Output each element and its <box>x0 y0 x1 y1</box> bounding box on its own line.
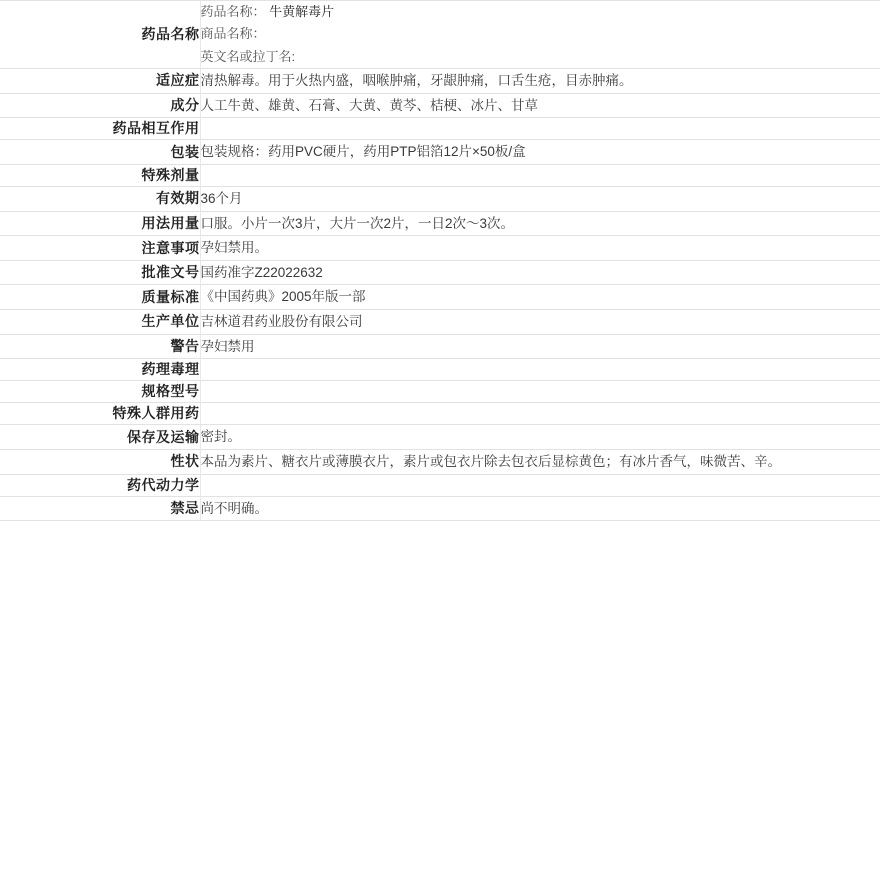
row-label: 批准文号 <box>0 260 200 285</box>
row-value-text: 国药准字Z22022632 <box>200 264 323 280</box>
row-value-line-key: 英文名或拉丁名: <box>200 48 296 64</box>
row-value-line <box>201 23 880 45</box>
table-row <box>0 140 880 165</box>
table-row <box>0 359 880 381</box>
row-value-text: 密封。 <box>200 429 241 445</box>
row-value <box>200 310 880 335</box>
row-value-line-value: 牛黄解毒片 <box>269 4 335 19</box>
row-value <box>200 93 880 118</box>
row-value <box>200 449 880 474</box>
row-value <box>200 334 880 359</box>
row-value-text: 包装规格：药用PVC硬片，药用PTP铝箔12片×50板/盒 <box>200 144 526 160</box>
row-label: 禁忌 <box>0 496 200 521</box>
row-label: 药品相互作用 <box>0 118 200 140</box>
row-value-text: 口服。小片一次3片，大片一次2片，一日2次～3次。 <box>200 215 515 231</box>
row-label: 药理毒理 <box>0 359 200 381</box>
row-value <box>200 1 880 69</box>
row-label: 质量标准 <box>0 285 200 310</box>
table-row <box>0 425 880 450</box>
row-value-text: 清热解毒。用于火热内盛，咽喉肿痛，牙龈肿痛，口舌生疮，目赤肿痛。 <box>200 73 633 89</box>
row-value-line <box>201 46 880 68</box>
row-value-text: 36个月 <box>200 190 243 206</box>
row-value <box>200 236 880 261</box>
row-value <box>200 381 880 403</box>
row-value-line-key: 药品名称： <box>200 4 266 19</box>
row-label: 性状 <box>0 449 200 474</box>
row-value-text <box>201 119 880 138</box>
row-value-text <box>201 404 880 423</box>
row-value-text: 人工牛黄、雄黄、石膏、大黄、黄芩、桔梗、冰片、甘草 <box>200 97 538 113</box>
row-value-text: 孕妇禁用 <box>200 338 255 354</box>
row-label: 有效期 <box>0 186 200 211</box>
table-row <box>0 310 880 335</box>
drug-info-table-body <box>0 1 880 521</box>
table-row <box>0 211 880 236</box>
row-value-text: 本品为素片、糖衣片或薄膜衣片，素片或包衣片除去包衣后显棕黄色；有冰片香气，味微苦、辛。 <box>200 453 781 469</box>
row-value-text <box>201 476 880 495</box>
table-row <box>0 496 880 521</box>
table-row <box>0 164 880 186</box>
row-label: 用法用量 <box>0 211 200 236</box>
row-value <box>200 211 880 236</box>
table-row <box>0 1 880 69</box>
row-value <box>200 403 880 425</box>
row-value <box>200 118 880 140</box>
row-value-text <box>201 166 880 185</box>
row-value <box>200 285 880 310</box>
row-value-text: 《中国药典》2005年版一部 <box>200 289 366 305</box>
table-row <box>0 236 880 261</box>
table-row <box>0 403 880 425</box>
table-row <box>0 285 880 310</box>
table-row <box>0 260 880 285</box>
row-label: 药品名称 <box>0 1 200 69</box>
table-row <box>0 334 880 359</box>
row-value-line <box>201 1 880 23</box>
table-row <box>0 381 880 403</box>
row-label: 注意事项 <box>0 236 200 261</box>
row-label: 适应症 <box>0 69 200 94</box>
row-label: 生产单位 <box>0 310 200 335</box>
row-label: 规格型号 <box>0 381 200 403</box>
row-value <box>200 164 880 186</box>
row-value-text <box>201 382 880 401</box>
row-label: 成分 <box>0 93 200 118</box>
row-label: 特殊剂量 <box>0 164 200 186</box>
table-row <box>0 186 880 211</box>
table-row <box>0 474 880 496</box>
row-label: 警告 <box>0 334 200 359</box>
row-label: 包装 <box>0 140 200 165</box>
row-value <box>200 474 880 496</box>
row-value <box>200 260 880 285</box>
row-value-text <box>201 360 880 379</box>
row-value-text: 吉林道君药业股份有限公司 <box>200 314 363 330</box>
table-row <box>0 69 880 94</box>
row-label: 保存及运输 <box>0 425 200 450</box>
row-label: 药代动力学 <box>0 474 200 496</box>
table-row <box>0 93 880 118</box>
row-value <box>200 186 880 211</box>
row-value-text: 尚不明确。 <box>200 500 268 516</box>
table-row <box>0 118 880 140</box>
row-value <box>200 425 880 450</box>
row-value <box>200 140 880 165</box>
row-label: 特殊人群用药 <box>0 403 200 425</box>
table-row <box>0 449 880 474</box>
row-value-line-key: 商品名称： <box>200 26 266 42</box>
row-value <box>200 496 880 521</box>
row-value <box>200 69 880 94</box>
row-value <box>200 359 880 381</box>
row-value-text: 孕妇禁用。 <box>200 240 268 256</box>
